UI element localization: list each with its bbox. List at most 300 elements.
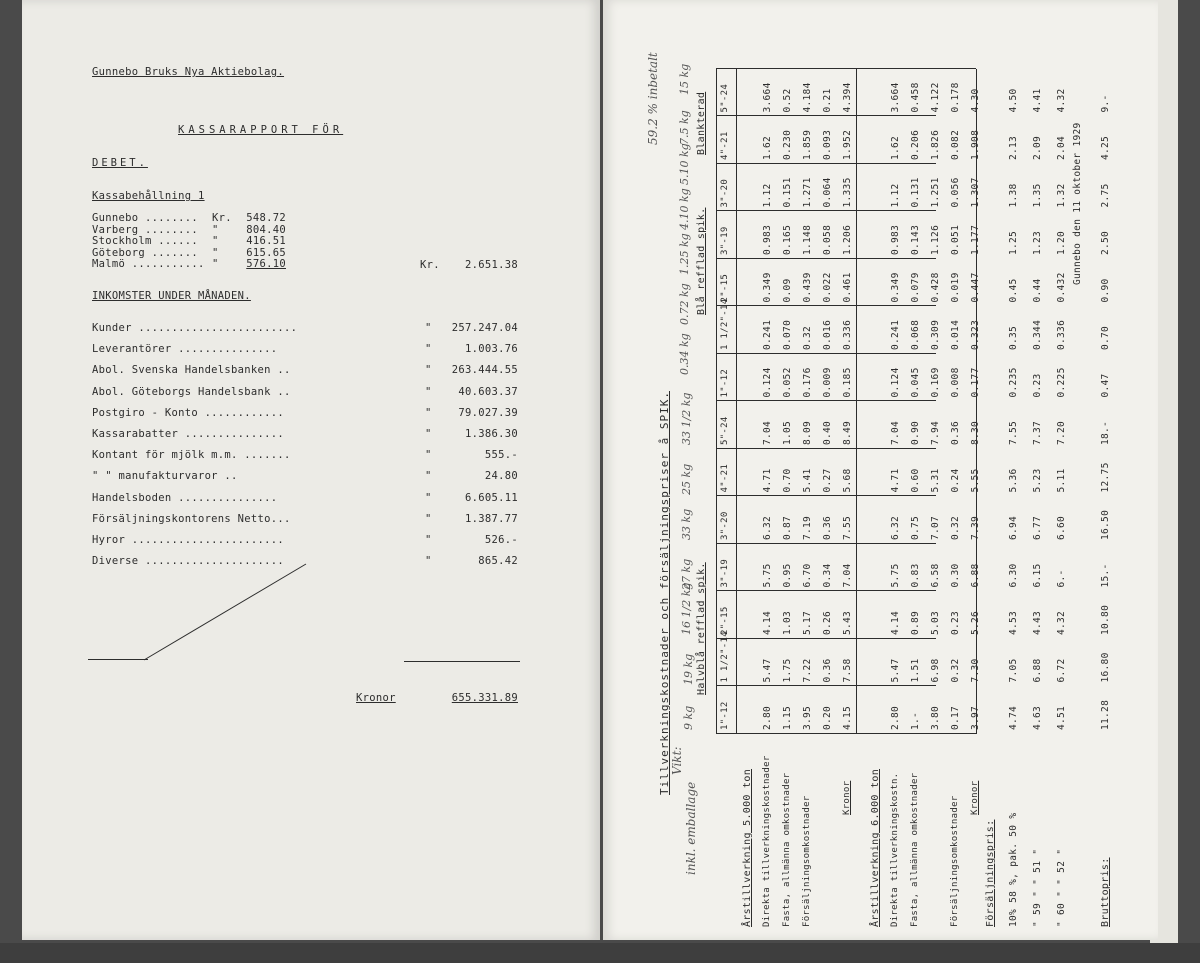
- block2-cell: 5.47: [890, 658, 901, 683]
- income-ditto: ": [425, 385, 432, 398]
- block1-cell: 4.184: [802, 82, 813, 113]
- price-cell: 1.20: [1056, 230, 1067, 255]
- block1-cell: 4.14: [762, 610, 773, 635]
- block2-cell: 5.03: [930, 610, 941, 635]
- block2-cell: 0.75: [910, 515, 921, 540]
- brutto-cell: 2.75: [1100, 183, 1111, 208]
- block2-row-label: Kronor: [970, 780, 980, 815]
- block2-cell: 4.71: [890, 468, 901, 493]
- block1-cell: 8.49: [842, 420, 853, 445]
- income-amount: 6.605.11: [465, 491, 518, 504]
- price-cell: 1.25: [1008, 230, 1019, 255]
- price-row-label: " 59 " " 51 ": [1032, 848, 1043, 927]
- size-header: 4"-21: [720, 463, 730, 493]
- block2-cell: 0.014: [950, 319, 961, 350]
- price-cell: 5.36: [1008, 468, 1019, 493]
- block1-cell: 1.952: [842, 129, 853, 160]
- hand-note: 1.25 kg: [678, 233, 691, 275]
- block2-cell: 7.07: [930, 515, 941, 540]
- size-header: 2"-15: [720, 273, 730, 303]
- block2-cell: 1.62: [890, 135, 901, 160]
- block1-row-label: Försäljningsomkostnader: [802, 795, 812, 927]
- grid-vline: [716, 496, 936, 497]
- debet-heading: DEBET.: [92, 157, 148, 169]
- grid-vline: [716, 591, 936, 592]
- size-header: 3"-20: [720, 511, 730, 540]
- block1-cell: 0.058: [822, 224, 833, 255]
- grid-vline: [716, 733, 976, 734]
- price-cell: 4.32: [1056, 88, 1067, 113]
- block2-cell: 0.051: [950, 224, 961, 255]
- block2-cell: 7.04: [890, 420, 901, 445]
- size-header: 1 1/2"-14: [720, 298, 730, 350]
- price-cell: 0.225: [1056, 367, 1067, 398]
- block2-cell: 5.26: [970, 610, 981, 635]
- block1-cell: 6.70: [802, 563, 813, 588]
- block1-cell: 0.016: [822, 319, 833, 350]
- block1-cell: 1.12: [762, 183, 773, 208]
- income-name: Kassarabatter ...............: [92, 428, 285, 440]
- price-cell: 4.51: [1056, 705, 1067, 730]
- size-header: 4"-21: [720, 131, 730, 160]
- block1-cell: 4.394: [842, 82, 853, 113]
- hand-note: inkl. emballage: [684, 781, 698, 875]
- block2-cell: 5.55: [970, 468, 981, 493]
- hand-note: 9 kg: [682, 705, 695, 730]
- block2-cell: 0.349: [890, 272, 901, 303]
- price-cell: 7.37: [1032, 420, 1043, 445]
- income-amount: 555.-: [484, 449, 518, 462]
- size-header: 1"-12: [720, 701, 730, 730]
- hand-note: 27 kg: [680, 558, 693, 590]
- block1-cell: 0.241: [762, 319, 773, 350]
- hand-note: 19 kg: [682, 653, 695, 685]
- holding-name: Varberg ........: [92, 223, 198, 236]
- block2-cell: 6.32: [890, 515, 901, 540]
- block2-cell: 0.178: [950, 82, 961, 113]
- income-name: Abol. Göteborgs Handelsbank ..: [92, 385, 291, 398]
- block2-title: Årstillverkning 6.000 ton: [870, 768, 881, 927]
- size-header: 3"-20: [720, 178, 730, 208]
- block1-cell: 7.58: [842, 658, 853, 683]
- block1-cell: 1.148: [802, 224, 813, 255]
- price-cell: 6.72: [1056, 658, 1067, 683]
- block1-cell: 0.36: [822, 658, 833, 683]
- income-ditto: ": [425, 555, 432, 568]
- price-cell: 2.09: [1032, 135, 1043, 160]
- income-ditto: ": [425, 428, 432, 440]
- grid-vline: [716, 163, 936, 164]
- block1-cell: 1.15: [782, 705, 793, 730]
- price-cell: 7.05: [1008, 658, 1019, 683]
- block1-row-label: Direkta tillverkningskostnader: [762, 755, 772, 927]
- footer-date: Gunnebo den 11 oktober 1929: [1072, 122, 1083, 285]
- block2-cell: 2.80: [890, 705, 901, 730]
- price-cell: 4.41: [1032, 88, 1043, 113]
- block2-cell: 0.079: [910, 272, 921, 303]
- left-rule: [88, 659, 148, 660]
- size-header: 1"-12: [720, 368, 730, 398]
- income-amount: 526.-: [484, 534, 518, 546]
- block2-cell: 1.826: [930, 129, 941, 160]
- brutto-cell: 10.80: [1100, 604, 1111, 635]
- grid-vline: [716, 306, 936, 307]
- price-cell: 7.20: [1056, 420, 1067, 445]
- block1-row-label: Kronor: [842, 780, 852, 815]
- income-ditto: ": [425, 534, 432, 546]
- block1-cell: 4.15: [842, 705, 853, 730]
- income-amount: 263.444.55: [451, 364, 518, 377]
- block1-cell: 0.070: [782, 319, 793, 350]
- block2-cell: 0.983: [890, 224, 901, 255]
- income-name: Leverantörer ...............: [92, 343, 278, 356]
- block1-cell: 5.68: [842, 468, 853, 493]
- block2-cell: 1.12: [890, 183, 901, 208]
- block2-row-label: Fasta, allmänna omkostnader: [910, 772, 920, 927]
- holding-currency: ": [212, 235, 219, 247]
- income-amount: 1.386.30: [465, 428, 518, 440]
- section-kassabehallning: Kassabehållning 1: [92, 190, 205, 202]
- block1-cell: 0.34: [822, 563, 833, 588]
- block2-cell: 5.31: [930, 468, 941, 493]
- grid-vline: [716, 686, 936, 687]
- block1-cell: 0.052: [782, 367, 793, 398]
- income-name: Hyror .......................: [92, 534, 285, 546]
- hand-note: 4.10 kg: [678, 188, 691, 230]
- block2-cell: 0.17: [950, 705, 961, 730]
- block2-cell: 0.428: [930, 272, 941, 303]
- income-name: Försäljningskontorens Netto...: [92, 512, 291, 525]
- prices-title: Försäljningspris:: [985, 819, 996, 927]
- holding-currency: Kr.: [212, 212, 232, 224]
- block2-cell: 4.30: [970, 88, 981, 113]
- company-name: Gunnebo Bruks Nya Aktiebolag.: [92, 66, 285, 78]
- block1-cell: 1.62: [762, 135, 773, 160]
- income-amount: 257.247.04: [451, 322, 518, 334]
- income-name: Diverse .....................: [92, 555, 285, 568]
- price-cell: 6.60: [1056, 515, 1067, 540]
- price-cell: 0.344: [1032, 319, 1043, 350]
- size-header: 1 1/2"-14: [720, 631, 730, 683]
- block1-cell: 3.664: [762, 82, 773, 113]
- block1-title: Årstillverkning 5.000 ton: [742, 768, 753, 927]
- block2-cell: 0.309: [930, 319, 941, 350]
- holding-name: Malmö ...........: [92, 258, 205, 270]
- size-header: 5"-24: [720, 416, 730, 445]
- block1-cell: 5.43: [842, 610, 853, 635]
- block2-cell: 7.30: [970, 658, 981, 683]
- hand-note: 25 kg: [680, 463, 693, 495]
- right-rule: [404, 661, 520, 662]
- holding-name: Stockholm ......: [92, 235, 198, 247]
- block1-cell: 0.349: [762, 272, 773, 303]
- block1-cell: 0.230: [782, 129, 793, 160]
- block1-cell: 0.32: [802, 325, 813, 350]
- block1-cell: 5.75: [762, 563, 773, 588]
- block1-cell: 0.983: [762, 224, 773, 255]
- income-ditto: ": [425, 343, 432, 356]
- block1-cell: 6.32: [762, 515, 773, 540]
- brutto-cell: 12.75: [1100, 462, 1111, 493]
- block1-cell: 2.80: [762, 705, 773, 730]
- grid-vline: [716, 543, 936, 544]
- block1-cell: 7.22: [802, 658, 813, 683]
- price-cell: 5.11: [1056, 468, 1067, 493]
- hand-note: 15 kg: [678, 63, 691, 95]
- block1-cell: 7.19: [802, 515, 813, 540]
- price-cell: 2.04: [1056, 135, 1067, 160]
- brutto-cell: 16.50: [1100, 509, 1111, 540]
- income-name: Abol. Svenska Handelsbanken ..: [92, 364, 291, 377]
- block1-cell: 0.20: [822, 705, 833, 730]
- block2-cell: 0.89: [910, 610, 921, 635]
- price-cell: 0.23: [1032, 373, 1043, 398]
- block2-cell: 7.94: [930, 420, 941, 445]
- block2-row-label: Direkta tillverkningskostn.: [890, 772, 900, 927]
- grand-total: 655.331.89: [451, 692, 518, 704]
- block1-cell: 0.064: [822, 177, 833, 208]
- block2-cell: 1.908: [970, 129, 981, 160]
- block2-cell: 1.126: [930, 224, 941, 255]
- price-cell: 6.15: [1032, 563, 1043, 588]
- section-inkomster: INKOMSTER UNDER MÅNADEN.: [92, 290, 251, 302]
- price-cell: 2.13: [1008, 135, 1019, 160]
- price-cell: 6.88: [1032, 658, 1043, 683]
- price-cell: 6.77: [1032, 515, 1043, 540]
- price-cell: 1.23: [1032, 230, 1043, 255]
- block1-cell: 5.47: [762, 658, 773, 683]
- income-amount: 865.42: [478, 555, 518, 568]
- block1-cell: 1.335: [842, 177, 853, 208]
- price-cell: 6.30: [1008, 563, 1019, 588]
- brutto-cell: 9.-: [1100, 94, 1111, 113]
- income-name: Kontant för mjölk m.m. .......: [92, 449, 291, 462]
- block1-cell: 0.87: [782, 515, 793, 540]
- price-cell: 4.74: [1008, 705, 1019, 730]
- block1-cell: 1.271: [802, 177, 813, 208]
- income-amount: 24.80: [484, 470, 518, 483]
- block2-cell: 3.664: [890, 82, 901, 113]
- block1-cell: 1.75: [782, 658, 793, 683]
- price-cell: 5.23: [1032, 468, 1043, 493]
- group-blankterad: Blankterad: [696, 91, 707, 155]
- block2-cell: 0.323: [970, 319, 981, 350]
- block2-cell: 8.30: [970, 420, 981, 445]
- holdings-total: 2.651.38: [465, 259, 518, 271]
- brutto-cell: 0.47: [1100, 373, 1111, 398]
- block1-cell: 1.206: [842, 224, 853, 255]
- block2-cell: 0.124: [890, 367, 901, 398]
- block1-cell: 0.151: [782, 177, 793, 208]
- hand-note: 0.72 kg: [678, 283, 691, 325]
- block2-cell: 0.143: [910, 224, 921, 255]
- hand-note: 7.5 kg: [678, 110, 691, 145]
- block2-cell: 0.458: [910, 82, 921, 113]
- block1-cell: 0.176: [802, 367, 813, 398]
- block1-row-label: Fasta, allmänna omkostnader: [782, 772, 792, 927]
- price-cell: 0.235: [1008, 367, 1019, 398]
- hand-note: 0.34 kg: [678, 333, 691, 375]
- price-cell: 0.45: [1008, 278, 1019, 303]
- block2-cell: 6.98: [930, 658, 941, 683]
- block1-cell: 7.55: [842, 515, 853, 540]
- income-amount: 1.387.77: [465, 512, 518, 525]
- table-title: Tillverkningskostnader och försäljningspriser å SPIK.: [658, 391, 671, 795]
- block2-cell: 0.045: [910, 367, 921, 398]
- income-name: Kunder ........................: [92, 322, 298, 334]
- block2-cell: 0.056: [950, 177, 961, 208]
- block2-cell: 0.019: [950, 272, 961, 303]
- holding-amount: 615.65: [246, 246, 286, 259]
- block2-cell: 0.068: [910, 319, 921, 350]
- holding-currency: ": [212, 258, 219, 270]
- size-header: 2"-15: [720, 606, 730, 635]
- block2-cell: 1.-: [910, 711, 921, 730]
- income-ditto: ": [425, 449, 432, 462]
- price-cell: 4.32: [1056, 610, 1067, 635]
- block2-cell: 0.241: [890, 319, 901, 350]
- size-header: 3"-19: [720, 226, 730, 255]
- hand-note: 33 1/2 kg: [680, 392, 693, 445]
- grid-vline: [716, 638, 936, 639]
- size-header: 3"-19: [720, 558, 730, 588]
- block2-cell: 0.177: [970, 367, 981, 398]
- block2-cell: 0.131: [910, 177, 921, 208]
- rotated-cost-table: [640, 35, 1140, 935]
- block1-cell: 1.859: [802, 129, 813, 160]
- grid-vline: [716, 116, 936, 117]
- price-row-label: 10% 58 %, pak. 50 %: [1008, 812, 1019, 927]
- block1-cell: 1.03: [782, 610, 793, 635]
- block2-cell: 6.88: [970, 563, 981, 588]
- report-title: KASSARAPPORT FÖR: [178, 124, 344, 136]
- income-ditto: ": [425, 491, 432, 504]
- price-cell: 4.63: [1032, 705, 1043, 730]
- block2-cell: 0.30: [950, 563, 961, 588]
- grid-vline: [716, 401, 936, 402]
- block1-cell: 0.185: [842, 367, 853, 398]
- block2-cell: 4.14: [890, 610, 901, 635]
- block1-cell: 0.124: [762, 367, 773, 398]
- holding-amount: 548.72: [246, 212, 286, 224]
- grid-vline: [716, 211, 936, 212]
- income-amount: 79.027.39: [458, 406, 518, 419]
- block2-cell: 0.206: [910, 129, 921, 160]
- block1-cell: 0.093: [822, 129, 833, 160]
- holdings-total-currency: Kr.: [420, 259, 440, 271]
- block1-cell: 5.17: [802, 610, 813, 635]
- brutto-cell: 15.-: [1100, 563, 1111, 588]
- holding-amount: 416.51: [246, 235, 286, 247]
- block1-cell: 0.022: [822, 272, 833, 303]
- grid-vline: [716, 258, 936, 259]
- price-cell: 4.43: [1032, 610, 1043, 635]
- price-cell: 1.38: [1008, 183, 1019, 208]
- holding-currency: ": [212, 223, 219, 236]
- grid-vline: [716, 448, 936, 449]
- brutto-label: Bruttopris:: [1100, 857, 1111, 927]
- brutto-cell: 18.-: [1100, 420, 1111, 445]
- brutto-cell: 0.90: [1100, 278, 1111, 303]
- price-cell: 6.-: [1056, 569, 1067, 588]
- brutto-cell: 0.70: [1100, 325, 1111, 350]
- block2-cell: 0.60: [910, 468, 921, 493]
- block2-cell: 0.008: [950, 367, 961, 398]
- holding-amount: 804.40: [246, 223, 286, 236]
- hand-note: Vikt:: [670, 746, 684, 775]
- brutto-cell: 4.25: [1100, 135, 1111, 160]
- holding-currency: ": [212, 246, 219, 259]
- holding-amount: 576.10: [246, 258, 286, 270]
- total-label: Kronor: [356, 692, 396, 704]
- block1-cell: 0.461: [842, 272, 853, 303]
- block1-cell: 8.09: [802, 420, 813, 445]
- hand-note: 33 kg: [680, 508, 693, 540]
- price-cell: 7.55: [1008, 420, 1019, 445]
- price-row-label: " 60 " " 52 ": [1056, 848, 1067, 927]
- block2-cell: 1.177: [970, 224, 981, 255]
- block1-cell: 0.26: [822, 610, 833, 635]
- holding-name: Gunnebo ........: [92, 212, 198, 224]
- diagonal-stroke: [140, 560, 310, 664]
- block1-cell: 0.70: [782, 468, 793, 493]
- block2-cell: 0.83: [910, 563, 921, 588]
- block2-cell: 0.169: [930, 367, 941, 398]
- block1-cell: 0.52: [782, 88, 793, 113]
- price-cell: 1.35: [1032, 183, 1043, 208]
- price-cell: 0.336: [1056, 319, 1067, 350]
- block1-cell: 7.04: [762, 420, 773, 445]
- holding-name: Göteborg .......: [92, 246, 198, 259]
- hand-note: 16 1/2 kg: [680, 582, 693, 635]
- hand-note: 5.10 kg: [678, 143, 691, 185]
- price-cell: 4.50: [1008, 88, 1019, 113]
- income-amount: 40.603.37: [458, 385, 518, 398]
- block1-cell: 0.40: [822, 420, 833, 445]
- block2-cell: 1.307: [970, 177, 981, 208]
- income-name: " " manufakturvaror ..: [92, 470, 238, 483]
- income-ditto: ": [425, 406, 432, 419]
- brutto-cell: 2.50: [1100, 230, 1111, 255]
- block2-cell: 0.447: [970, 272, 981, 303]
- block2-cell: 4.122: [930, 82, 941, 113]
- block1-cell: 0.95: [782, 563, 793, 588]
- block1-cell: 7.04: [842, 563, 853, 588]
- block2-cell: 0.36: [950, 420, 961, 445]
- price-cell: 0.35: [1008, 325, 1019, 350]
- grid-hline: [716, 69, 717, 734]
- block1-cell: 3.95: [802, 705, 813, 730]
- income-amount: 1.003.76: [465, 343, 518, 356]
- grid-hline: [736, 69, 737, 734]
- brutto-cell: 11.28: [1100, 699, 1111, 730]
- block2-cell: 6.58: [930, 563, 941, 588]
- income-ditto: ": [425, 512, 432, 525]
- group-halvbla: Halvblå refflad spik.: [696, 562, 707, 695]
- income-ditto: ": [425, 364, 432, 377]
- block1-cell: 0.336: [842, 319, 853, 350]
- block1-cell: 1.05: [782, 420, 793, 445]
- grid-vline: [716, 68, 976, 69]
- block1-cell: 0.21: [822, 88, 833, 113]
- price-cell: 0.44: [1032, 278, 1043, 303]
- block2-cell: 1.51: [910, 658, 921, 683]
- income-ditto: ": [425, 322, 432, 334]
- grid-hline: [856, 69, 857, 734]
- block1-cell: 4.71: [762, 468, 773, 493]
- block2-cell: 0.32: [950, 515, 961, 540]
- size-header: 5"-24: [720, 83, 730, 113]
